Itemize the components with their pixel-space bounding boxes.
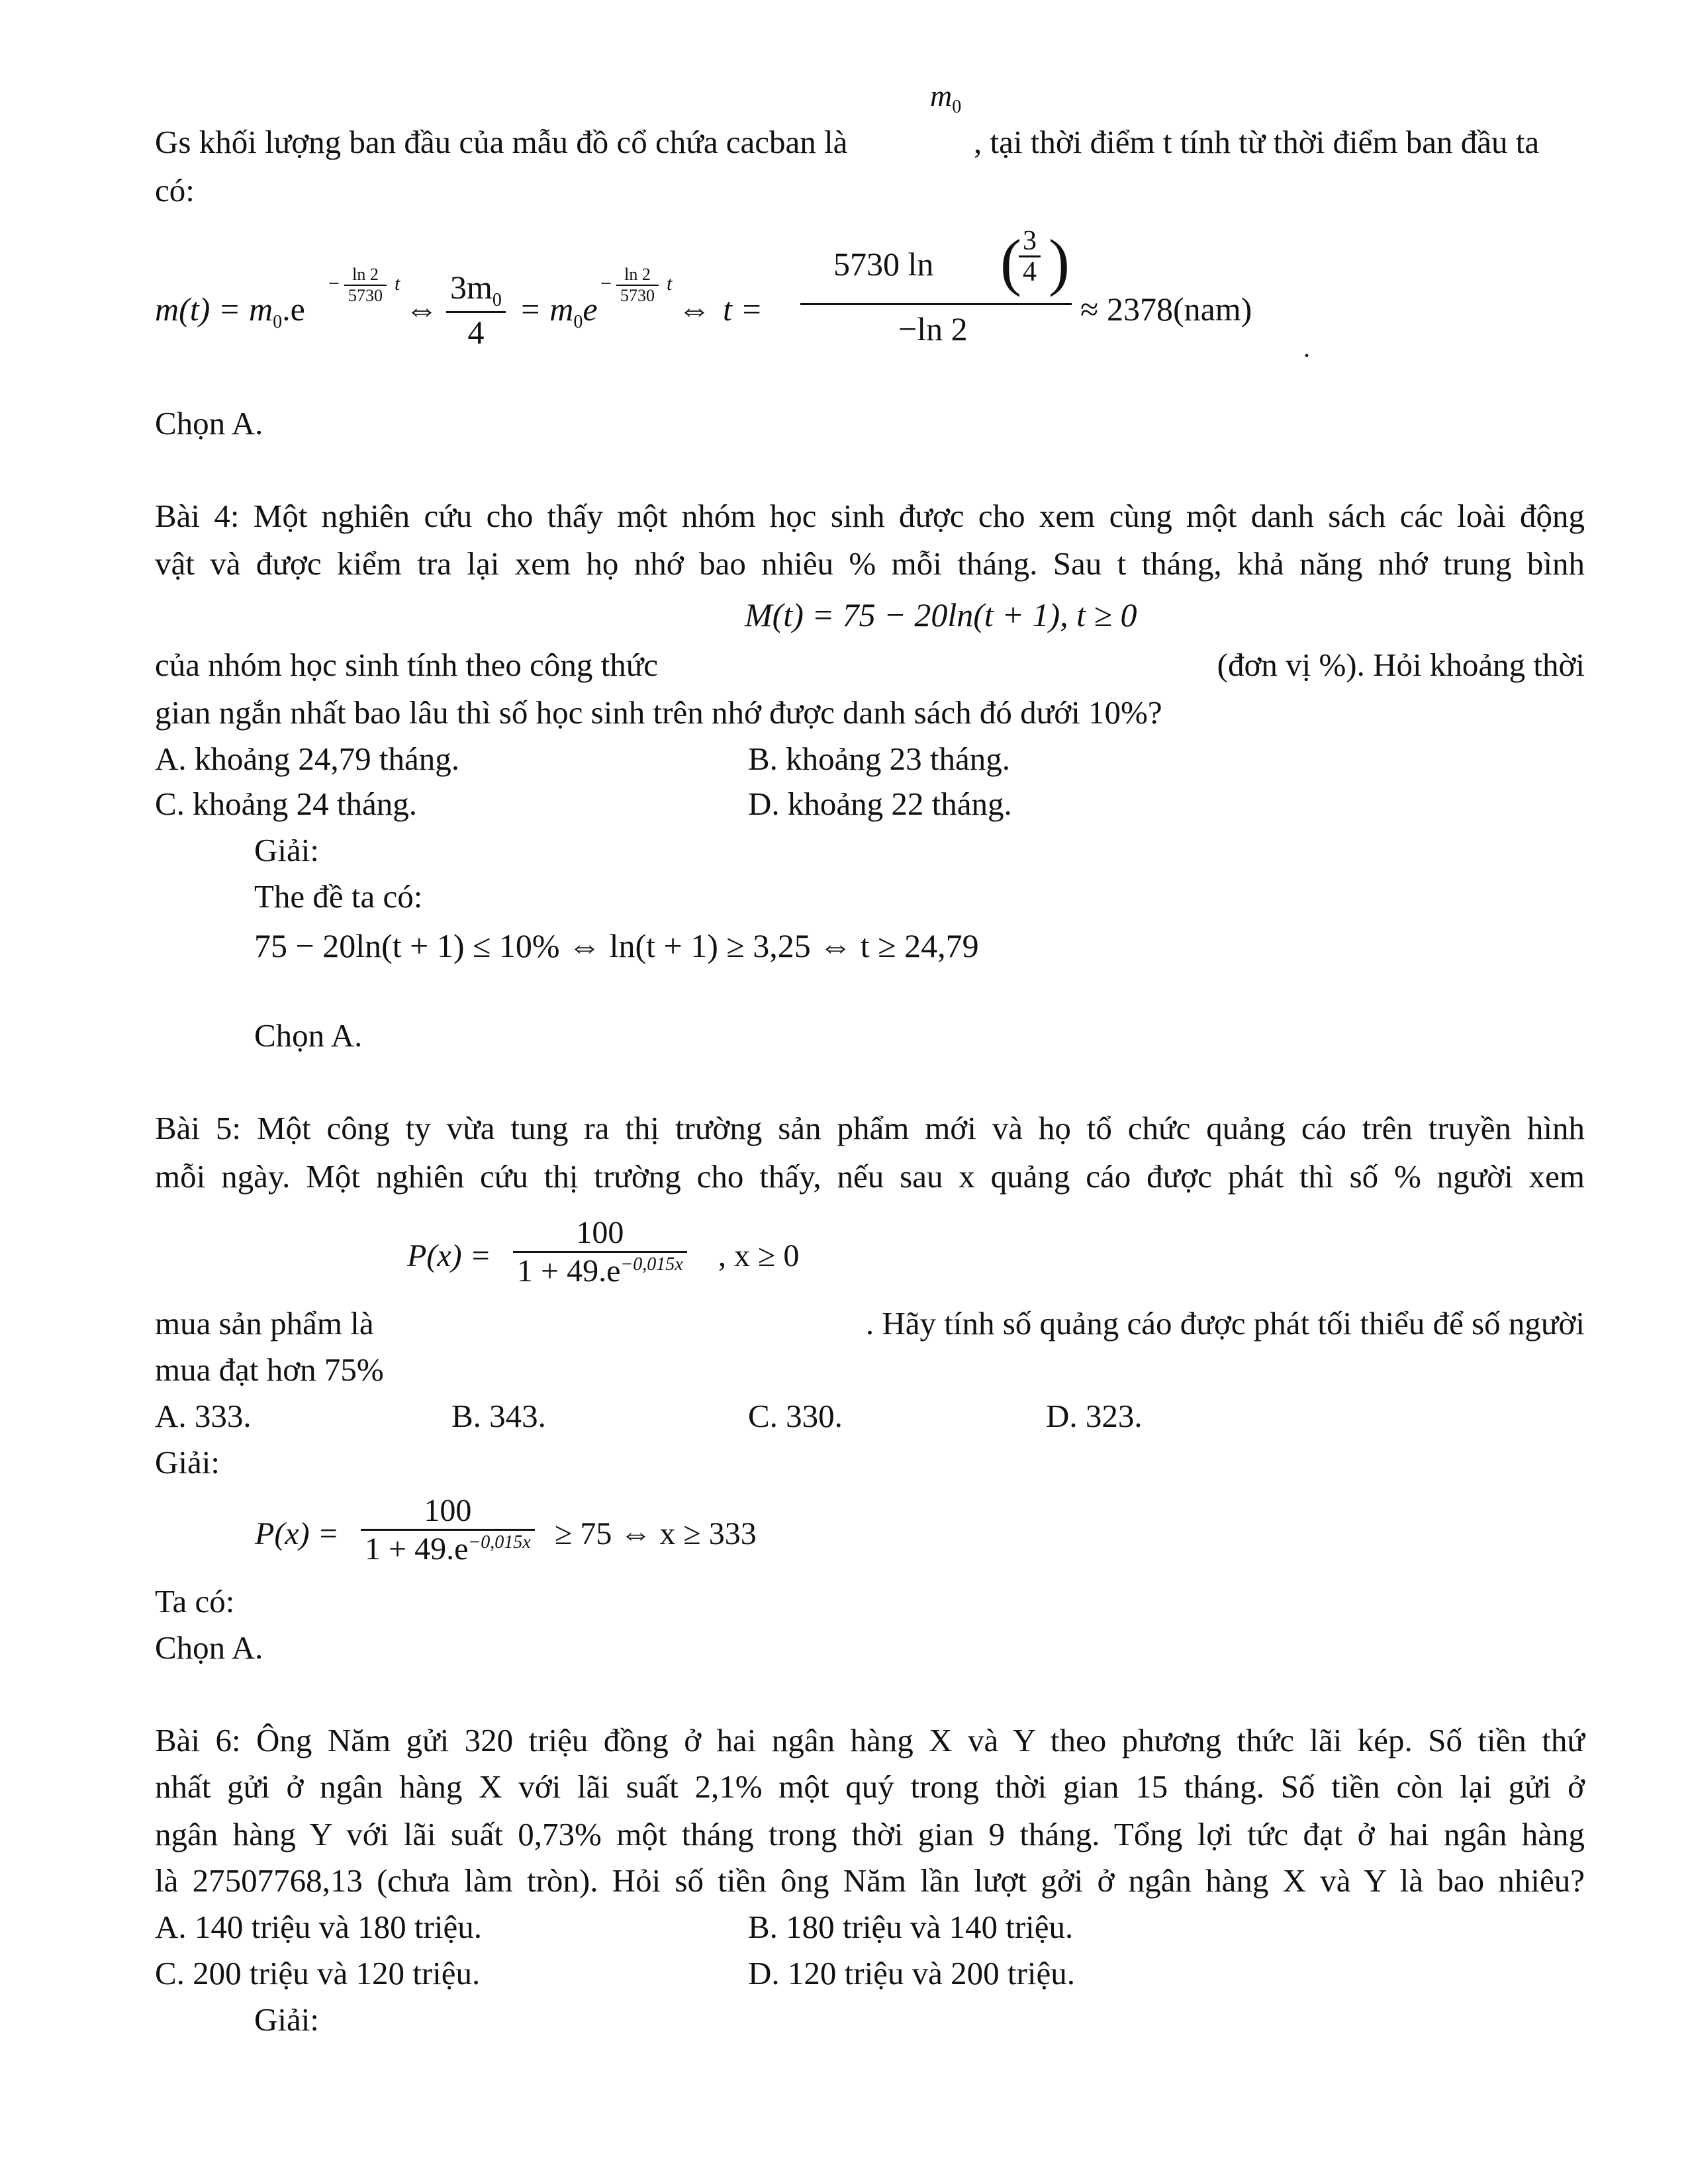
bai3-line2: có:	[155, 172, 195, 208]
bai4-solution-eq: 75 − 20ln(t + 1) ≤ 10% ⇔ ln(t + 1) ≥ 3,25 ⇔ t ≥ 24,79	[254, 927, 979, 964]
bai5-sol-lhs: P(x) =	[255, 1516, 339, 1551]
bai4-line3	[155, 645, 1585, 685]
bai5-option-d: D. 323.	[1046, 1398, 1143, 1434]
bai5-formula-lhs: P(x) =	[407, 1238, 491, 1273]
eq-frac-den: 4	[446, 311, 506, 351]
eq-big-num: 5730 ln	[833, 246, 934, 283]
eq-sub0-c: 0	[573, 312, 583, 332]
eq-iff-2: ⇔	[678, 291, 711, 328]
eq-exp2-den: 5730	[616, 285, 659, 306]
eq-exp1-num: ln 2	[352, 265, 379, 284]
bai3-answer: Chọn A.	[155, 405, 263, 441]
bai4-line3-a: của nhóm học sinh tính theo công thức	[155, 647, 659, 683]
bai4-line4: gian ngắn nhất bao lâu thì số học sinh trên nhớ được danh sách đó dưới 10%?	[155, 694, 1162, 731]
eq-result: ≈ 2378(nam)	[1080, 291, 1252, 328]
eq-dot-e: .e	[282, 291, 305, 328]
bai4-solution-line: The đề ta có:	[254, 878, 423, 915]
eq-exp2-minus: −	[600, 273, 612, 295]
bai5-sol-den: 1 + 49.e	[365, 1531, 469, 1567]
eq-paren-close: )	[1049, 226, 1070, 297]
bai5-formula-den: 1 + 49.e	[517, 1253, 621, 1289]
eq-frac-num: 3m	[450, 269, 492, 306]
bai5-line3-a: mua sản phẩm là	[155, 1305, 374, 1342]
m0-sub: 0	[952, 97, 962, 118]
bai5-sol-num: 100	[424, 1493, 472, 1528]
bai4-formula: M(t) = 75 − 20ln(t + 1), t ≥ 0	[745, 596, 1137, 633]
bai6-option-c: C. 200 triệu và 120 triệu.	[155, 1955, 481, 1991]
bai5-sol-den-exp: −0,015x	[468, 1532, 531, 1553]
bai4-solution-label: Giải:	[254, 832, 319, 868]
eq-exp1-t: t	[395, 273, 400, 295]
m0-letter: m	[930, 79, 953, 113]
bai5-option-a: A. 333.	[155, 1398, 252, 1434]
eq-big-den: −ln 2	[898, 310, 968, 347]
bai4-option-b: B. khoảng 23 tháng.	[748, 741, 1011, 777]
decay-equation	[155, 225, 1479, 364]
eq-exp1-den: 5730	[344, 285, 387, 306]
bai5-ta-co: Ta có:	[155, 1583, 235, 1619]
bai6-option-d: D. 120 triệu và 200 triệu.	[748, 1955, 1075, 1991]
bai5-answer: Chọn A.	[155, 1629, 263, 1666]
bai5-line2: mỗi ngày. Một nghiên cứu thị trường cho thấy, nếu sau x quảng cáo được phát thì số % người xem	[155, 1158, 1585, 1195]
bai5-formula-rest: , x ≥ 0	[718, 1238, 800, 1273]
bai5-formula-den-exp: −0,015x	[620, 1254, 683, 1275]
bai4-option-c: C. khoảng 24 tháng.	[155, 786, 418, 822]
bai3-line1-a: Gs khối lượng ban đầu của mẫu đồ cổ chứa cacban là	[155, 124, 848, 160]
eq-paren-open: (	[1000, 226, 1021, 297]
bai5-line3-b: . Hãy tính số quảng cáo được phát tối thiểu để số người	[865, 1305, 1585, 1342]
bai4-option-a: A. khoảng 24,79 tháng.	[155, 741, 459, 777]
eq-exp2-num: ln 2	[624, 265, 651, 284]
bai6-line1: Bài 6: Ông Năm gửi 320 triệu đồng ở hai ngân hàng X và Y theo phương thức lãi kép. Số tiền thứ	[155, 1722, 1585, 1758]
bai5-solution-label: Giải:	[155, 1444, 220, 1480]
eq-exp1-minus: −	[328, 273, 340, 295]
eq-exp2-t: t	[667, 273, 673, 295]
eq-trailing-dot: .	[1303, 333, 1310, 363]
bai5-line3	[155, 1304, 1585, 1343]
bai4-line3-b: (đơn vị %). Hỏi khoảng thời	[1217, 647, 1585, 683]
eq-sub0-b: 0	[492, 290, 502, 310]
bai6-solution-label: Giải:	[254, 2001, 319, 2038]
eq-m-t: m(t) = m	[155, 291, 273, 328]
eq-e: e	[583, 291, 598, 328]
bai5-solution-eq	[255, 1486, 851, 1572]
bai3-line1-b: , tại thời điểm t tính từ thời điểm ban đầu ta	[974, 124, 1540, 160]
m0-symbol	[930, 78, 961, 118]
bai4-line2: vật và được kiểm tra lại xem họ nhớ bao nhiêu % mỗi tháng. Sau t tháng, khả năng nhớ trung bình	[155, 545, 1585, 582]
bai3-line1	[155, 122, 1585, 162]
bai5-sol-rest: ≥ 75 ⇔ x ≥ 333	[555, 1516, 757, 1551]
bai4-line1: Bài 4: Một nghiên cứu cho thấy một nhóm học sinh được cho xem cùng một danh sách các loài động	[155, 498, 1585, 534]
bai6-line4: là 27507768,13 (chưa làm tròn). Hỏi số tiền ông Năm lần lượt gởi ở ngân hàng X và Y là bao nhiêu?	[155, 1862, 1585, 1899]
eq-big-bar	[800, 303, 1072, 305]
bai4-option-d: D. khoảng 22 tháng.	[748, 786, 1012, 822]
bai5-option-c: C. 330.	[748, 1398, 843, 1434]
bai5-line1: Bài 5: Một công ty vừa tung ra thị trường sản phẩm mới và họ tổ chức quảng cáo trên truyền hình	[155, 1110, 1585, 1146]
bai5-formula	[407, 1208, 884, 1294]
bai5-line4: mua đạt hơn 75%	[155, 1351, 384, 1388]
bai6-line2: nhất gửi ở ngân hàng X với lãi suất 2,1% một quý trong thời gian 15 tháng. Số tiền còn lại gửi ở	[155, 1768, 1585, 1805]
eq-iff-1: ⇔	[405, 291, 438, 328]
bai5-formula-num: 100	[576, 1215, 624, 1250]
eq-inner-num: 3	[1023, 226, 1037, 256]
eq-inner-den: 4	[1019, 255, 1041, 287]
bai6-option-b: B. 180 triệu và 140 triệu.	[748, 1909, 1074, 1945]
eq-sub0-a: 0	[273, 312, 283, 332]
bai5-option-b: B. 343.	[451, 1398, 546, 1434]
eq-t-eq: t =	[723, 291, 763, 328]
eq-m0e: = m	[519, 291, 574, 328]
bai6-option-a: A. 140 triệu và 180 triệu.	[155, 1909, 482, 1945]
bai4-answer: Chọn A.	[254, 1017, 363, 1054]
bai6-line3: ngân hàng Y với lãi suất 0,73% một tháng trong thời gian 9 tháng. Tổng lợi tức đạt ở hai ngân hàng	[155, 1816, 1585, 1852]
